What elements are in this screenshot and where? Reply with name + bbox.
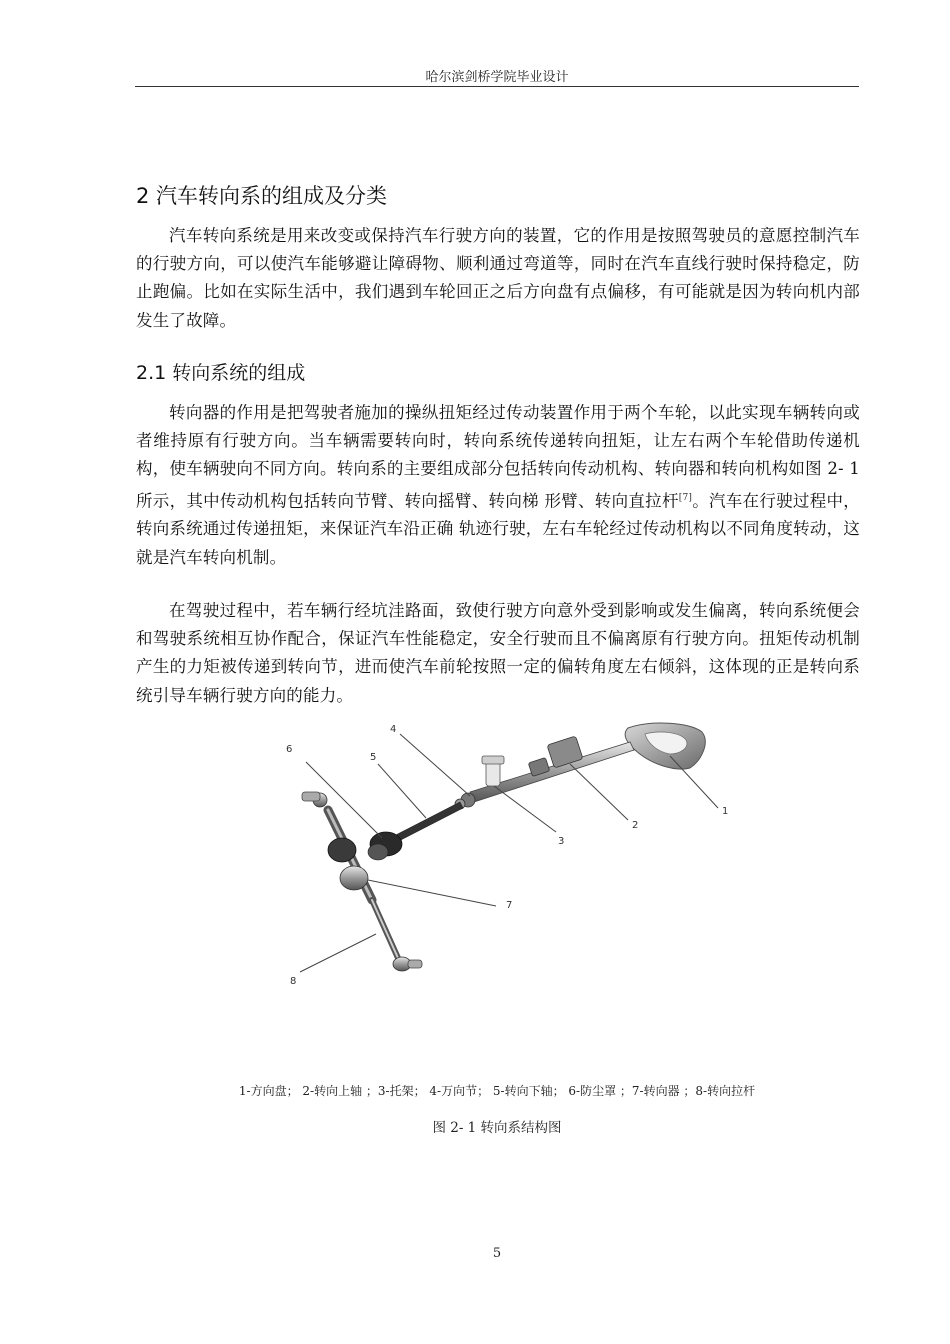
steering-system-illustration bbox=[250, 720, 750, 1020]
part-label-8: 8 bbox=[290, 976, 297, 987]
running-header: 哈尔滨剑桥学院毕业设计 bbox=[425, 70, 569, 85]
tie-rod-shape bbox=[372, 900, 422, 971]
composition-text-b: 。汽车在行驶过程中，转向系统通过传递扭矩，来保证汽车沿正确 轨迹行驶，左右车轮经过传动机构以不同角度转动，这就是汽车转向机制。 bbox=[136, 491, 860, 567]
driving-paragraph: 在驾驶过程中，若车辆行经坑洼路面，致使行驶方向意外受到影响或发生偏离，转向系统便会和驾驶系统相互协作配合，保证汽车性能稳定，安全行驶而且不偏离原有行驶方向。扭矩传动机制产生的力矩被传递到转向节，进而使汽车前轮按照一定的偏转角度左右倾斜，这体现的正是转向系统引导车辆行驶方向的能力。 bbox=[136, 601, 860, 705]
part-label-7: 7 bbox=[506, 900, 513, 911]
bracket-shape bbox=[482, 756, 504, 786]
steering-wheel-shape bbox=[625, 723, 705, 769]
leader-lines bbox=[300, 734, 718, 972]
leader-line-5 bbox=[378, 764, 426, 818]
page-number: 5 bbox=[492, 1246, 502, 1261]
dust-boot-shape bbox=[368, 832, 402, 860]
citation-marker: [7] bbox=[678, 492, 693, 503]
steering-gear-shape bbox=[302, 792, 372, 900]
part-label-5: 5 bbox=[370, 752, 377, 763]
steering-system-figure bbox=[250, 720, 750, 1020]
leader-line-2 bbox=[570, 764, 628, 820]
composition-text-a: 转向器的作用是把驾驶者施加的操纵扭矩经过传动装置作用于两个车轮，以此实现车辆转向或者维持原有行驶方向。当车辆需要转向时，转向系统传递转向扭矩，让左右两个车轮借助传递机构，使车辆驶向不同方向。转向系的主要组成部分包括转向传动机构、转向器和转向机构如图 2- 1所示，其中传动机构包括转向节臂、转向摇臂、转向梯 形臂、转向直拉杆 bbox=[136, 403, 860, 511]
part-label-1: 1 bbox=[722, 806, 729, 817]
part-label-2: 2 bbox=[632, 820, 639, 831]
part-label-4: 4 bbox=[390, 724, 397, 735]
part-label-3: 3 bbox=[558, 836, 565, 847]
leader-line-3 bbox=[494, 786, 556, 832]
figure-caption: 图 2- 1 转向系结构图 bbox=[432, 1120, 562, 1136]
leader-line-8 bbox=[300, 934, 376, 972]
section-intro-paragraph: 汽车转向系统是用来改变或保持汽车行驶方向的装置，它的作用是按照驾驶员的意愿控制汽车的行驶方向，可以使汽车能够避让障碍物、顺利通过弯道等，同时在汽车直线行驶时保持稳定，防止跑偏。比如在实际生活中，我们遇到车轮回正之后方向盘有点偏移，有可能就是因为转向机内部发生了故障。 bbox=[136, 226, 860, 330]
part-label-6: 6 bbox=[286, 744, 293, 755]
leader-line-4 bbox=[400, 734, 470, 796]
figure-legend: 1-方向盘； 2-转向上轴 ；3-托架； 4-万向节； 5-转向下轴； 6-防尘罩 ；7-转向器 ；8-转向拉杆 bbox=[238, 1084, 756, 1098]
composition-paragraph bbox=[136, 399, 860, 572]
header-rule bbox=[135, 86, 859, 87]
subsection-heading: 2.1 转向系统的组成 bbox=[136, 362, 306, 384]
leader-line-7 bbox=[368, 880, 496, 906]
lower-shaft-shape bbox=[390, 802, 463, 844]
section-heading: 2 汽车转向系的组成及分类 bbox=[136, 184, 388, 208]
